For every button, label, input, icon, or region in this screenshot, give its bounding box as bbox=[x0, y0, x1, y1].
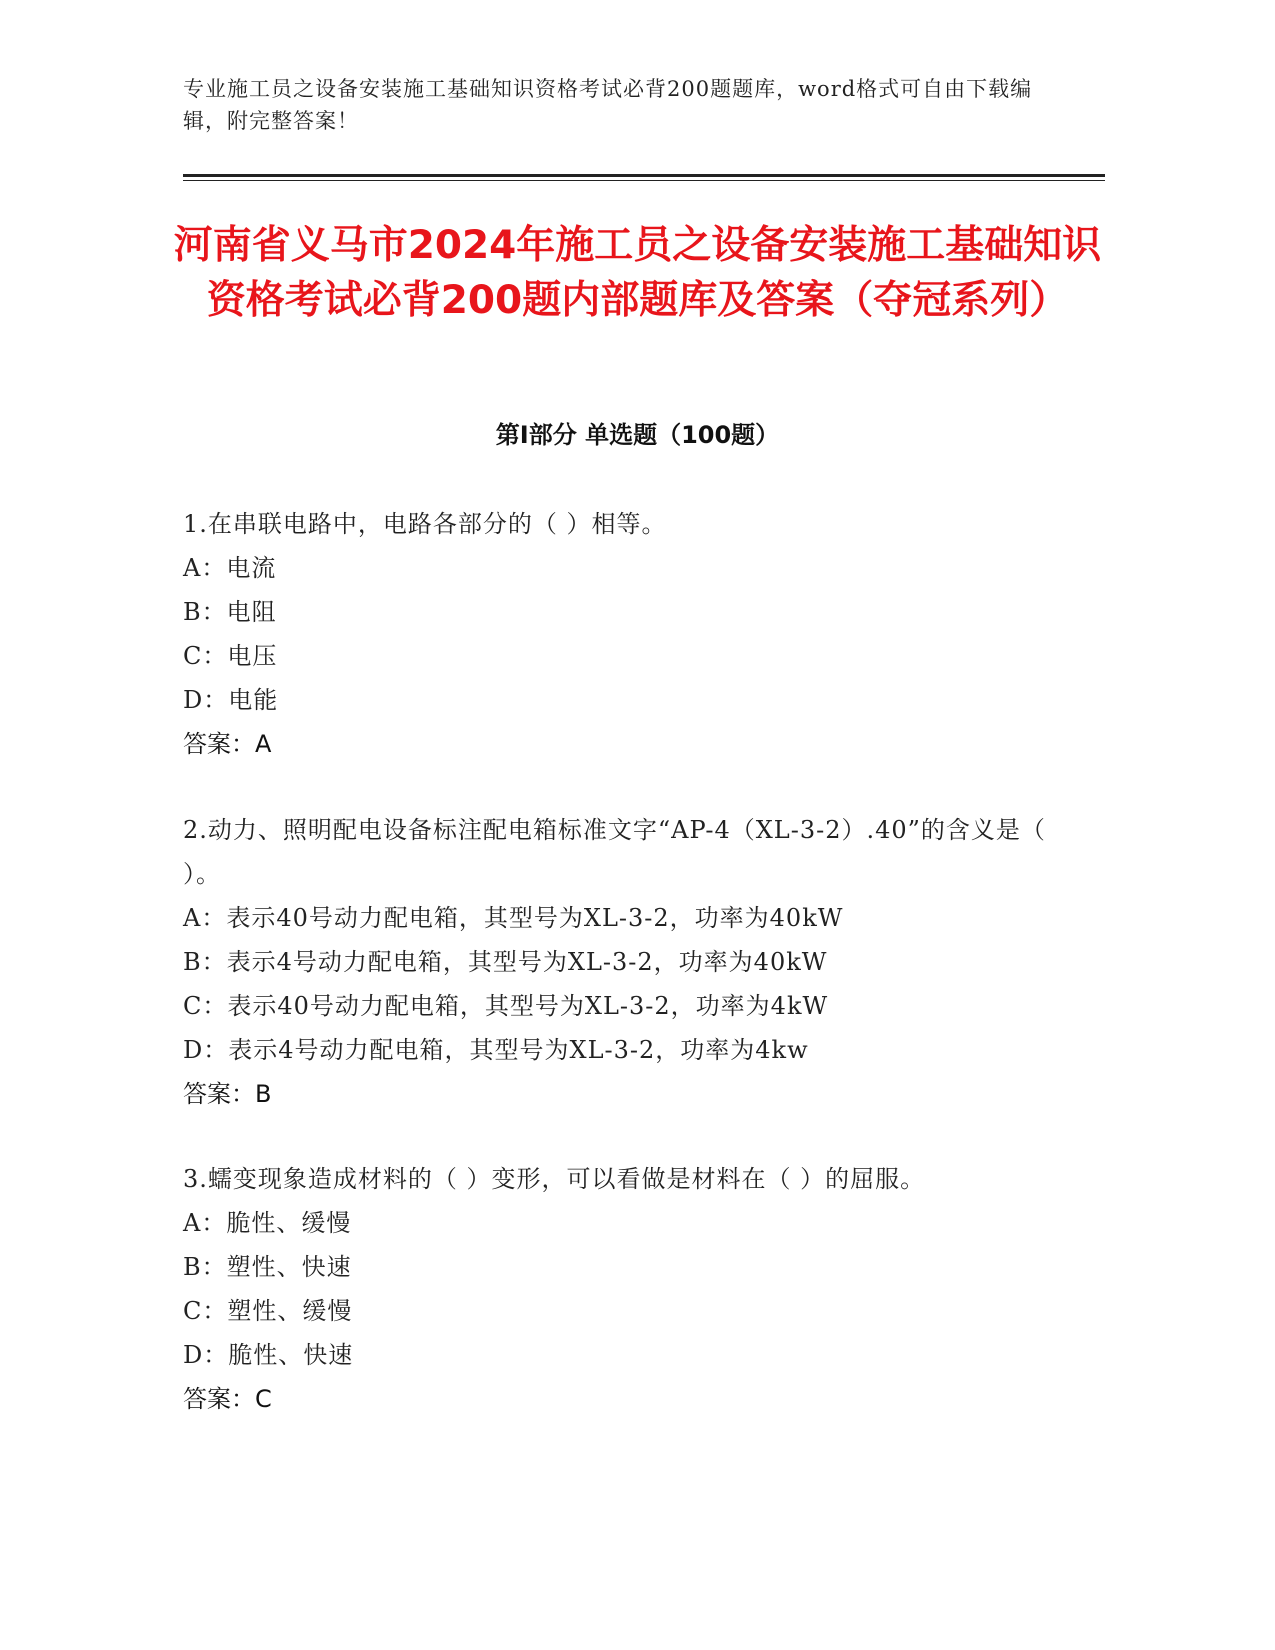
option-d: D：电能 bbox=[183, 686, 279, 714]
question-stem: 1.在串联电路中，电路各部分的（ ）相等。 bbox=[183, 510, 667, 538]
option-c: C：电压 bbox=[183, 642, 278, 670]
question-stem: 3.蠕变现象造成材料的（ ）变形，可以看做是材料在（ ）的屈服。 bbox=[183, 1165, 926, 1193]
header-note: 专业施工员之设备安装施工基础知识资格考试必背200题题库，word格式可自由下载编辑，附完整答案！ bbox=[183, 77, 1033, 133]
answer: 答案：A bbox=[183, 730, 272, 758]
option-d: D：表示4号动力配电箱，其型号为XL-3-2，功率为4kw bbox=[183, 1036, 809, 1064]
question-stem: 2.动力、照明配电设备标注配电箱标准文字“AP-4（XL-3-2）.40”的含义是（ ）。 bbox=[183, 816, 1046, 888]
option-b: B：表示4号动力配电箱，其型号为XL-3-2，功率为40kW bbox=[183, 948, 828, 976]
option-c: C：表示40号动力配电箱，其型号为XL-3-2，功率为4kW bbox=[183, 992, 829, 1020]
question-1 bbox=[183, 502, 1063, 766]
answer: 答案：C bbox=[183, 1385, 272, 1413]
question-2 bbox=[183, 808, 1063, 1116]
question-3 bbox=[183, 1157, 1063, 1421]
answer: 答案：B bbox=[183, 1080, 272, 1108]
section-title: 第I部分 单选题（100题） bbox=[495, 421, 780, 449]
header-divider-thin bbox=[183, 180, 1105, 181]
option-a: A：脆性、缓慢 bbox=[183, 1209, 352, 1237]
option-d: D：脆性、快速 bbox=[183, 1341, 354, 1369]
option-a: A：电流 bbox=[183, 554, 277, 582]
option-c: C：塑性、缓慢 bbox=[183, 1297, 353, 1325]
header-divider-thick bbox=[183, 174, 1105, 177]
document-title: 河南省义马市2024年施工员之设备安装施工基础知识资格考试必背200题内部题库及答案（夺冠系列） bbox=[173, 223, 1102, 323]
option-a: A：表示40号动力配电箱，其型号为XL-3-2，功率为40kW bbox=[183, 904, 844, 932]
option-b: B：塑性、快速 bbox=[183, 1253, 352, 1281]
option-b: B：电阻 bbox=[183, 598, 277, 626]
